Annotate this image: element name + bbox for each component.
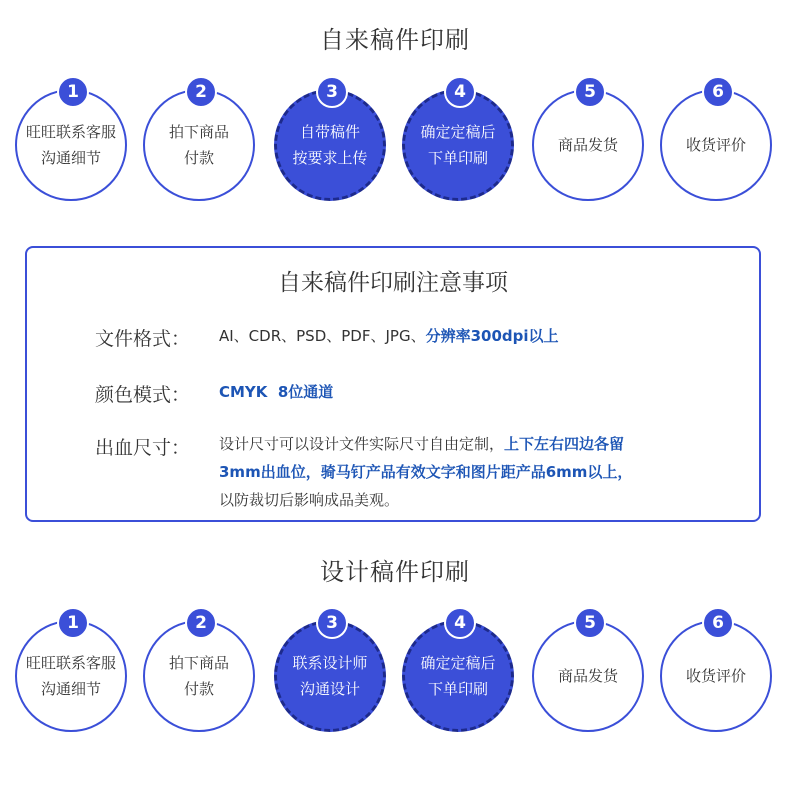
step-label-line2: 按要求上传 bbox=[292, 149, 368, 167]
step-6 bbox=[660, 613, 776, 736]
step-number-badge: 5 bbox=[574, 76, 606, 108]
process-steps-design bbox=[0, 613, 790, 740]
step-label-line2: 下单印刷 bbox=[427, 680, 488, 698]
step-6 bbox=[660, 82, 776, 205]
bleed-size-value bbox=[219, 430, 632, 514]
bleed-line2-highlight: 3mm出血位，骑马钉产品有效文字和图片距产品6mm以上， bbox=[219, 463, 633, 481]
file-format-resolution: 分辨率300dpi以上 bbox=[425, 327, 559, 345]
step-number-badge: 4 bbox=[444, 607, 476, 639]
step-label-line1: 自带稿件 bbox=[299, 123, 360, 141]
step-label-line1: 拍下商品 bbox=[168, 123, 229, 141]
step-2 bbox=[143, 82, 259, 205]
step-label-line2: 沟通设计 bbox=[299, 680, 360, 698]
step-2 bbox=[143, 613, 259, 736]
step-number-badge: 2 bbox=[185, 607, 217, 639]
step-number-badge: 1 bbox=[57, 76, 89, 108]
step-label-line1: 拍下商品 bbox=[168, 654, 229, 672]
step-label-line2: 下单印刷 bbox=[427, 149, 488, 167]
step-label-line1: 商品发货 bbox=[557, 667, 618, 685]
step-1 bbox=[15, 613, 131, 736]
step-label-line1: 收货评价 bbox=[685, 136, 746, 154]
step-label-line1: 确定定稿后 bbox=[420, 123, 496, 141]
step-label-line1: 联系设计师 bbox=[292, 654, 368, 672]
bleed-line1-highlight: 上下左右四边各留 bbox=[504, 435, 625, 453]
color-mode-value bbox=[219, 378, 333, 406]
step-label-line1: 确定定稿后 bbox=[420, 654, 496, 672]
step-4 bbox=[402, 82, 518, 205]
step-number-badge: 2 bbox=[185, 76, 217, 108]
step-number-badge: 6 bbox=[702, 76, 734, 108]
notice-box bbox=[25, 246, 761, 522]
file-format-value bbox=[219, 322, 559, 350]
bleed-size-label: 出血尺寸： bbox=[95, 437, 191, 459]
step-number-badge: 3 bbox=[316, 607, 348, 639]
step-label-line2: 沟通细节 bbox=[40, 680, 101, 698]
process-steps-self-supplied bbox=[0, 82, 790, 209]
step-label-line2: 付款 bbox=[183, 680, 214, 698]
step-label-line2: 沟通细节 bbox=[40, 149, 101, 167]
step-number-badge: 4 bbox=[444, 76, 476, 108]
step-label-line1: 旺旺联系客服 bbox=[25, 654, 116, 672]
step-label-line1: 旺旺联系客服 bbox=[25, 123, 116, 141]
step-label-line1: 商品发货 bbox=[557, 136, 618, 154]
step-label-line1: 收货评价 bbox=[685, 667, 746, 685]
step-number-badge: 1 bbox=[57, 607, 89, 639]
color-mode-label: 颜色模式： bbox=[95, 384, 191, 406]
section-title-design: 设计稿件印刷 bbox=[320, 558, 470, 586]
color-mode-cmyk: CMYK 8位通道 bbox=[219, 383, 334, 401]
bleed-line3-normal: 以防裁切后影响成品美观。 bbox=[219, 491, 400, 509]
file-format-types: AI、CDR、PSD、PDF、JPG、 bbox=[219, 327, 426, 345]
step-1 bbox=[15, 82, 131, 205]
step-3 bbox=[274, 613, 390, 736]
file-format-label: 文件格式： bbox=[95, 328, 191, 350]
step-5 bbox=[532, 613, 648, 736]
step-number-badge: 5 bbox=[574, 607, 606, 639]
notice-title: 自来稿件印刷注意事项 bbox=[278, 270, 508, 296]
bleed-line1-normal: 设计尺寸可以设计文件实际尺寸自由定制， bbox=[219, 435, 505, 453]
step-number-badge: 3 bbox=[316, 76, 348, 108]
step-4 bbox=[402, 613, 518, 736]
step-number-badge: 6 bbox=[702, 607, 734, 639]
step-3 bbox=[274, 82, 390, 205]
section-title-self-supplied: 自来稿件印刷 bbox=[320, 26, 470, 54]
step-label-line2: 付款 bbox=[183, 149, 214, 167]
step-5 bbox=[532, 82, 648, 205]
